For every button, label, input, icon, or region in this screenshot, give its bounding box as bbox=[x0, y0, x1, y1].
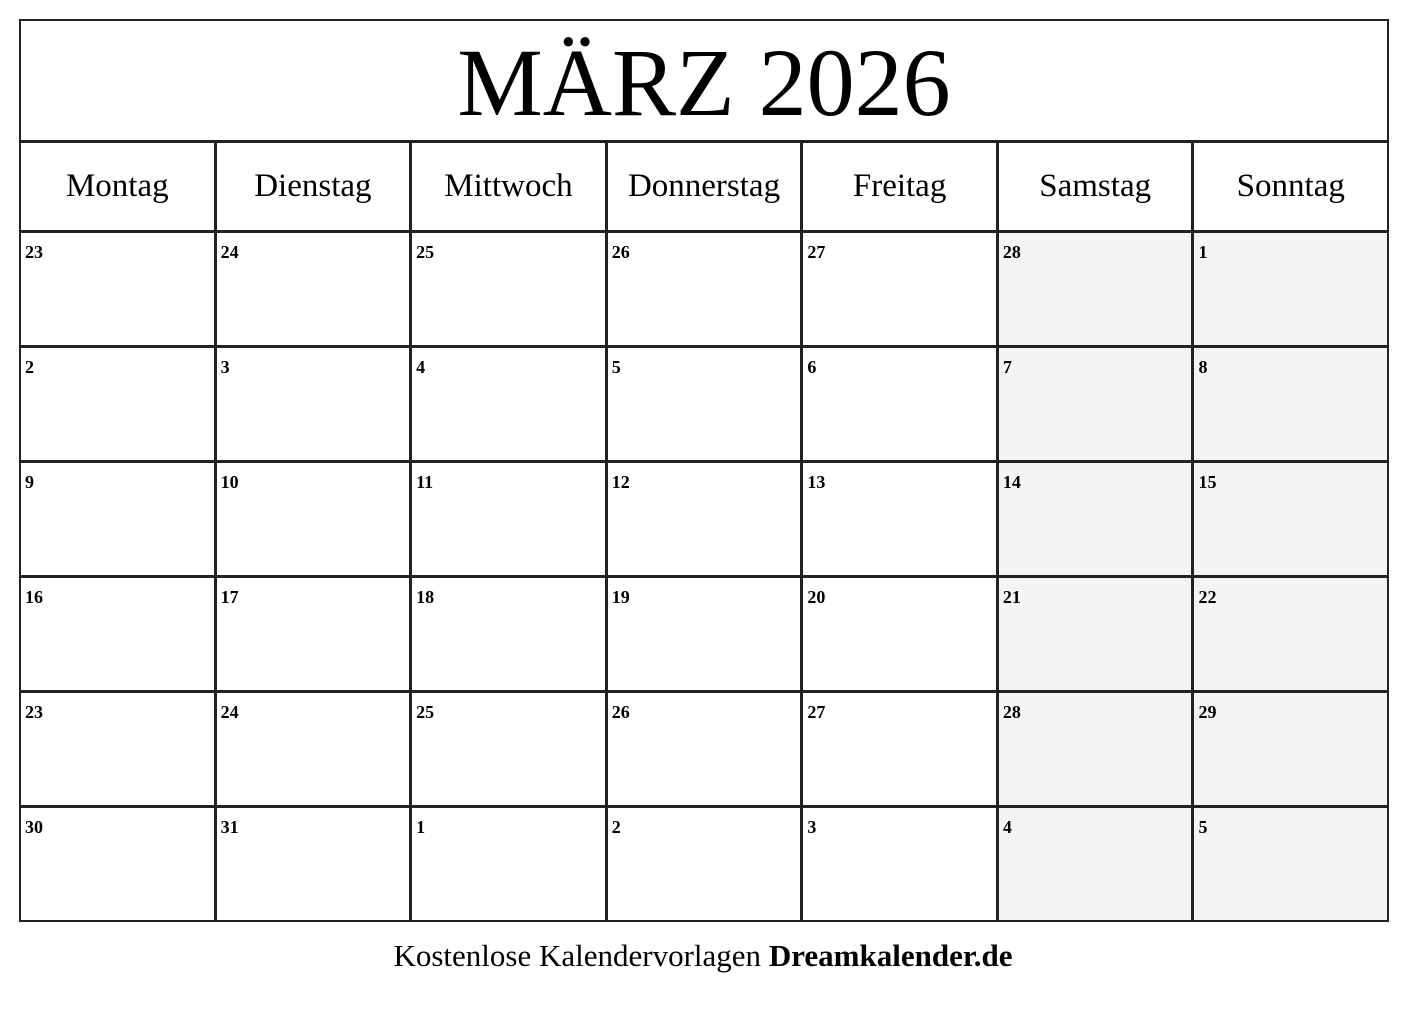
weekend-day-cell bbox=[1194, 463, 1387, 575]
day-number: 7 bbox=[1002, 357, 1012, 377]
footer-text: Kostenlose Kalendervorlagen bbox=[393, 938, 769, 973]
day-number: 20 bbox=[807, 587, 826, 607]
footer bbox=[0, 938, 1406, 974]
weekend-day-cell bbox=[999, 578, 1195, 690]
day-cell bbox=[412, 578, 608, 690]
day-number: 25 bbox=[416, 702, 435, 722]
day-number: 17 bbox=[220, 587, 239, 607]
day-cell bbox=[21, 348, 217, 460]
week-row bbox=[21, 348, 1387, 463]
day-number: 4 bbox=[416, 357, 426, 377]
day-cell bbox=[412, 693, 608, 805]
day-number: 30 bbox=[25, 817, 43, 837]
day-number: 1 bbox=[416, 817, 426, 837]
day-cell bbox=[803, 693, 999, 805]
day-number: 26 bbox=[611, 242, 630, 262]
day-cell bbox=[608, 578, 804, 690]
day-cell bbox=[803, 808, 999, 920]
day-number: 9 bbox=[25, 472, 34, 492]
calendar bbox=[19, 19, 1389, 922]
day-cell bbox=[608, 348, 804, 460]
weekday-wednesday: Mittwoch bbox=[412, 143, 608, 230]
weekday-friday: Freitag bbox=[803, 143, 999, 230]
day-cell bbox=[21, 233, 217, 345]
day-number: 4 bbox=[1002, 817, 1012, 837]
title-row bbox=[21, 21, 1387, 143]
day-cell bbox=[412, 808, 608, 920]
day-cell bbox=[412, 463, 608, 575]
day-number: 23 bbox=[25, 242, 43, 262]
calendar-title: MÄRZ 2026 bbox=[457, 28, 951, 136]
day-number: 19 bbox=[611, 587, 630, 607]
day-number: 27 bbox=[807, 702, 826, 722]
day-cell bbox=[608, 808, 804, 920]
day-cell bbox=[21, 463, 217, 575]
day-number: 16 bbox=[25, 587, 43, 607]
day-number: 24 bbox=[220, 242, 239, 262]
weekday-thursday: Donnerstag bbox=[608, 143, 804, 230]
weekend-day-cell bbox=[1194, 693, 1387, 805]
day-number: 5 bbox=[1198, 817, 1208, 837]
weekend-day-cell bbox=[1194, 578, 1387, 690]
day-number: 15 bbox=[1198, 472, 1217, 492]
week-row bbox=[21, 693, 1387, 808]
day-cell bbox=[217, 348, 413, 460]
day-number: 26 bbox=[611, 702, 630, 722]
day-cell bbox=[21, 578, 217, 690]
weekend-day-cell bbox=[1194, 808, 1387, 920]
day-cell bbox=[217, 463, 413, 575]
weekend-day-cell bbox=[999, 463, 1195, 575]
day-number: 5 bbox=[611, 357, 621, 377]
day-cell bbox=[217, 808, 413, 920]
day-grid bbox=[21, 233, 1387, 920]
weekend-day-cell bbox=[1194, 233, 1387, 345]
day-number: 12 bbox=[611, 472, 630, 492]
day-number: 25 bbox=[416, 242, 435, 262]
day-number: 23 bbox=[25, 702, 43, 722]
weekday-saturday: Samstag bbox=[999, 143, 1195, 230]
day-cell bbox=[217, 693, 413, 805]
day-number: 21 bbox=[1002, 587, 1021, 607]
week-row bbox=[21, 808, 1387, 920]
day-number: 24 bbox=[220, 702, 239, 722]
footer-brand-link[interactable]: Dreamkalender.de bbox=[768, 938, 1013, 973]
weekend-day-cell bbox=[999, 348, 1195, 460]
day-number: 3 bbox=[807, 817, 817, 837]
day-cell bbox=[217, 233, 413, 345]
weekend-day-cell bbox=[999, 233, 1195, 345]
day-number: 28 bbox=[1002, 242, 1021, 262]
week-row bbox=[21, 463, 1387, 578]
day-number: 2 bbox=[25, 357, 34, 377]
day-cell bbox=[608, 463, 804, 575]
weekday-monday: Montag bbox=[21, 143, 217, 230]
day-number: 8 bbox=[1198, 357, 1208, 377]
day-number: 27 bbox=[807, 242, 826, 262]
week-row bbox=[21, 578, 1387, 693]
day-cell bbox=[608, 693, 804, 805]
day-number: 18 bbox=[416, 587, 435, 607]
day-cell bbox=[412, 233, 608, 345]
day-number: 10 bbox=[220, 472, 239, 492]
weekend-day-cell bbox=[999, 693, 1195, 805]
day-number: 2 bbox=[611, 817, 621, 837]
day-cell bbox=[21, 693, 217, 805]
day-number: 3 bbox=[220, 357, 230, 377]
day-number: 6 bbox=[807, 357, 817, 377]
day-number: 13 bbox=[807, 472, 826, 492]
day-number: 1 bbox=[1198, 242, 1208, 262]
day-cell bbox=[608, 233, 804, 345]
weekend-day-cell bbox=[1194, 348, 1387, 460]
day-number: 31 bbox=[220, 817, 239, 837]
weekday-header-row bbox=[21, 143, 1387, 233]
day-number: 22 bbox=[1198, 587, 1217, 607]
week-row bbox=[21, 233, 1387, 348]
weekday-sunday: Sonntag bbox=[1236, 168, 1345, 204]
day-cell bbox=[803, 233, 999, 345]
day-cell bbox=[803, 463, 999, 575]
day-number: 14 bbox=[1002, 472, 1021, 492]
day-number: 28 bbox=[1002, 702, 1021, 722]
day-cell bbox=[803, 348, 999, 460]
weekday-tuesday: Dienstag bbox=[217, 143, 413, 230]
day-number: 29 bbox=[1198, 702, 1217, 722]
weekend-day-cell bbox=[999, 808, 1195, 920]
day-cell bbox=[803, 578, 999, 690]
day-cell bbox=[412, 348, 608, 460]
day-cell bbox=[217, 578, 413, 690]
day-cell bbox=[21, 808, 217, 920]
day-number: 11 bbox=[416, 472, 434, 492]
